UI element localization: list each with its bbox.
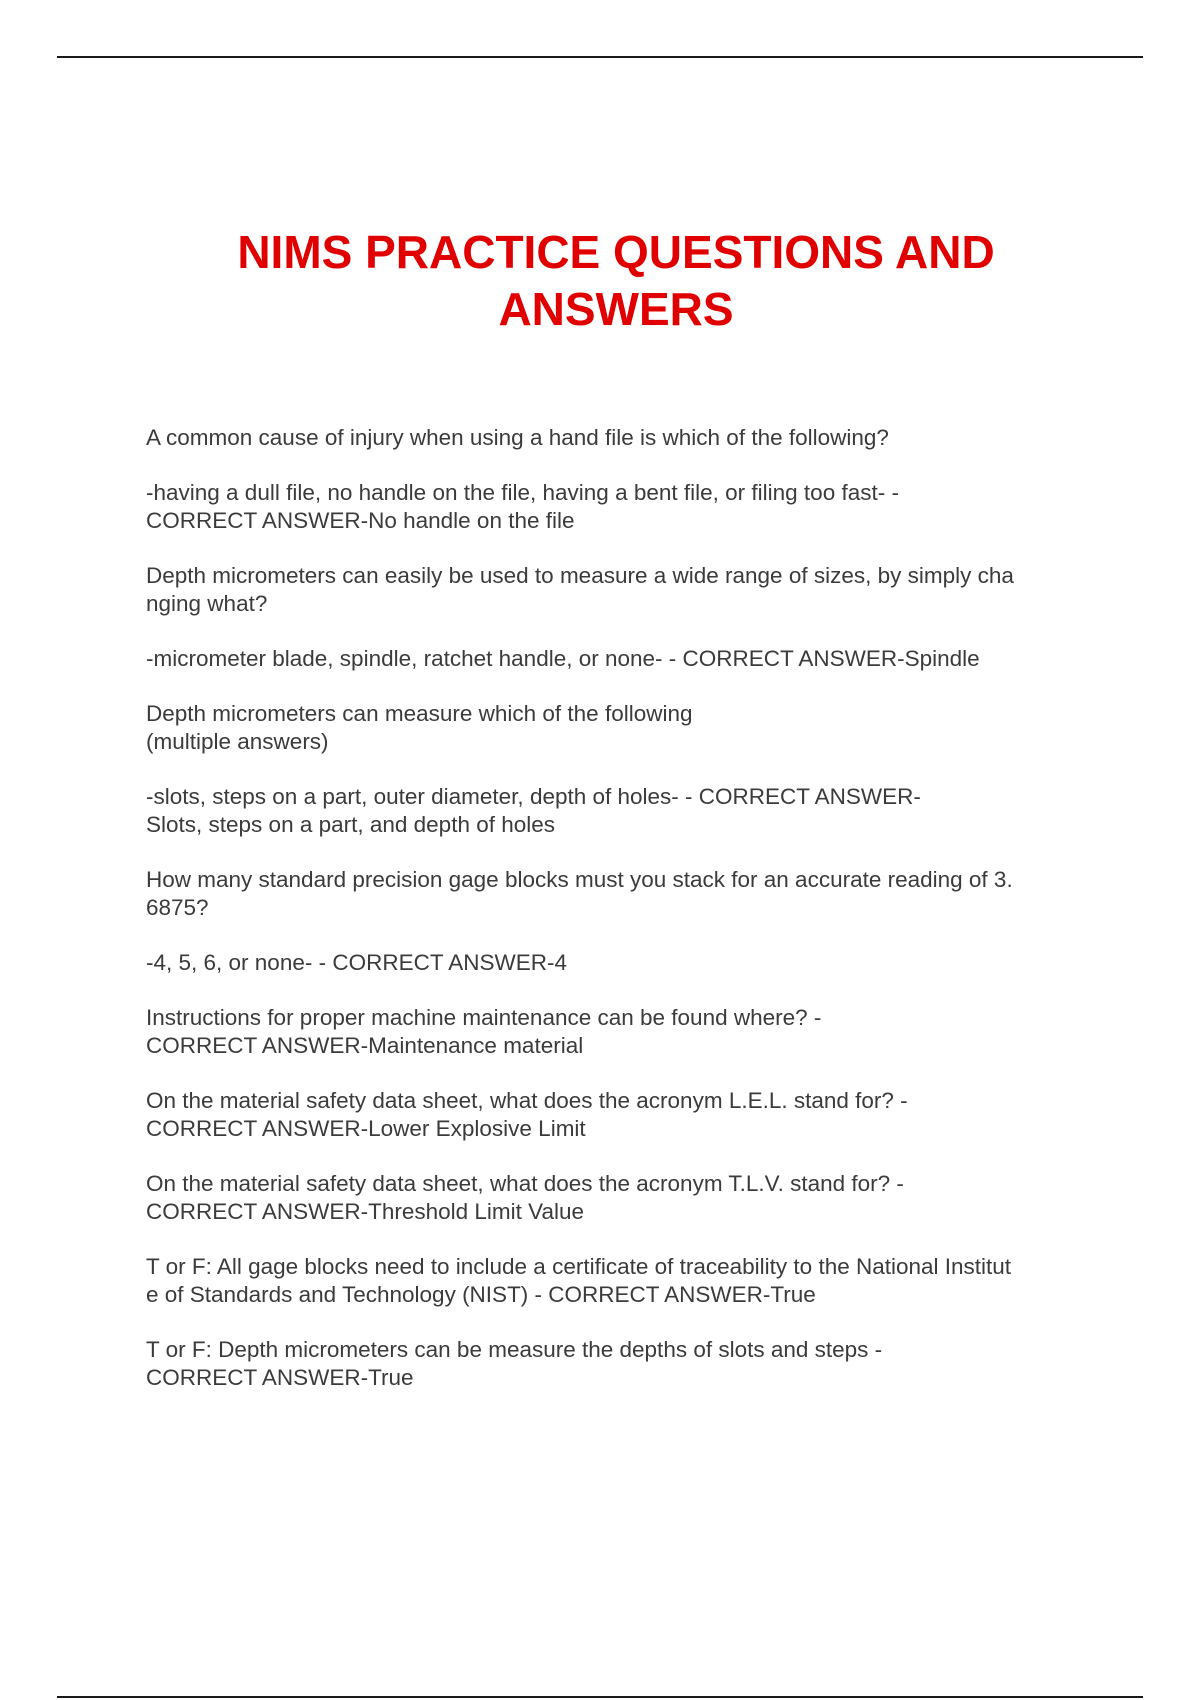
question-8: T or F: All gage blocks need to include a certificate of traceability to the National Institut e of Standards and Technology (NIST) - CORRECT ANSWER-True [146, 1254, 1012, 1307]
answer-1: -having a dull file, no handle on the file, having a bent file, or filing too fast- - CORRECT ANSWER-No handle on the file [146, 480, 899, 533]
question-4: How many standard precision gage blocks must you stack for an accurate reading of 3. 6875? [146, 867, 1013, 920]
bottom-rule [57, 1696, 1143, 1698]
question-6: On the material safety data sheet, what does the acronym L.E.L. stand for? - CORRECT ANSWER-Lower Explosive Limit [146, 1088, 908, 1141]
question-5: Instructions for proper machine maintenance can be found where? - CORRECT ANSWER-Maintenance material [146, 1005, 822, 1058]
question-2: Depth micrometers can easily be used to measure a wide range of sizes, by simply cha nging what? [146, 563, 1014, 616]
answer-3: -slots, steps on a part, outer diameter, depth of holes- - CORRECT ANSWER- Slots, steps on a part, and depth of holes [146, 784, 921, 837]
question-1: A common cause of injury when using a hand file is which of the following? [146, 425, 889, 450]
document-title: NIMS PRACTICE QUESTIONS AND ANSWERS [237, 226, 995, 335]
question-7: On the material safety data sheet, what does the acronym T.L.V. stand for? - CORRECT ANSWER-Threshold Limit Value [146, 1171, 904, 1224]
qa-content [146, 424, 1096, 1419]
answer-2: -micrometer blade, spindle, ratchet handle, or none- - CORRECT ANSWER-Spindle [146, 646, 980, 671]
question-3: Depth micrometers can measure which of the following (multiple answers) [146, 701, 693, 754]
top-rule [57, 56, 1143, 58]
question-9: T or F: Depth micrometers can be measure the depths of slots and steps - CORRECT ANSWER-True [146, 1337, 883, 1390]
answer-4: -4, 5, 6, or none- - CORRECT ANSWER-4 [146, 950, 567, 975]
